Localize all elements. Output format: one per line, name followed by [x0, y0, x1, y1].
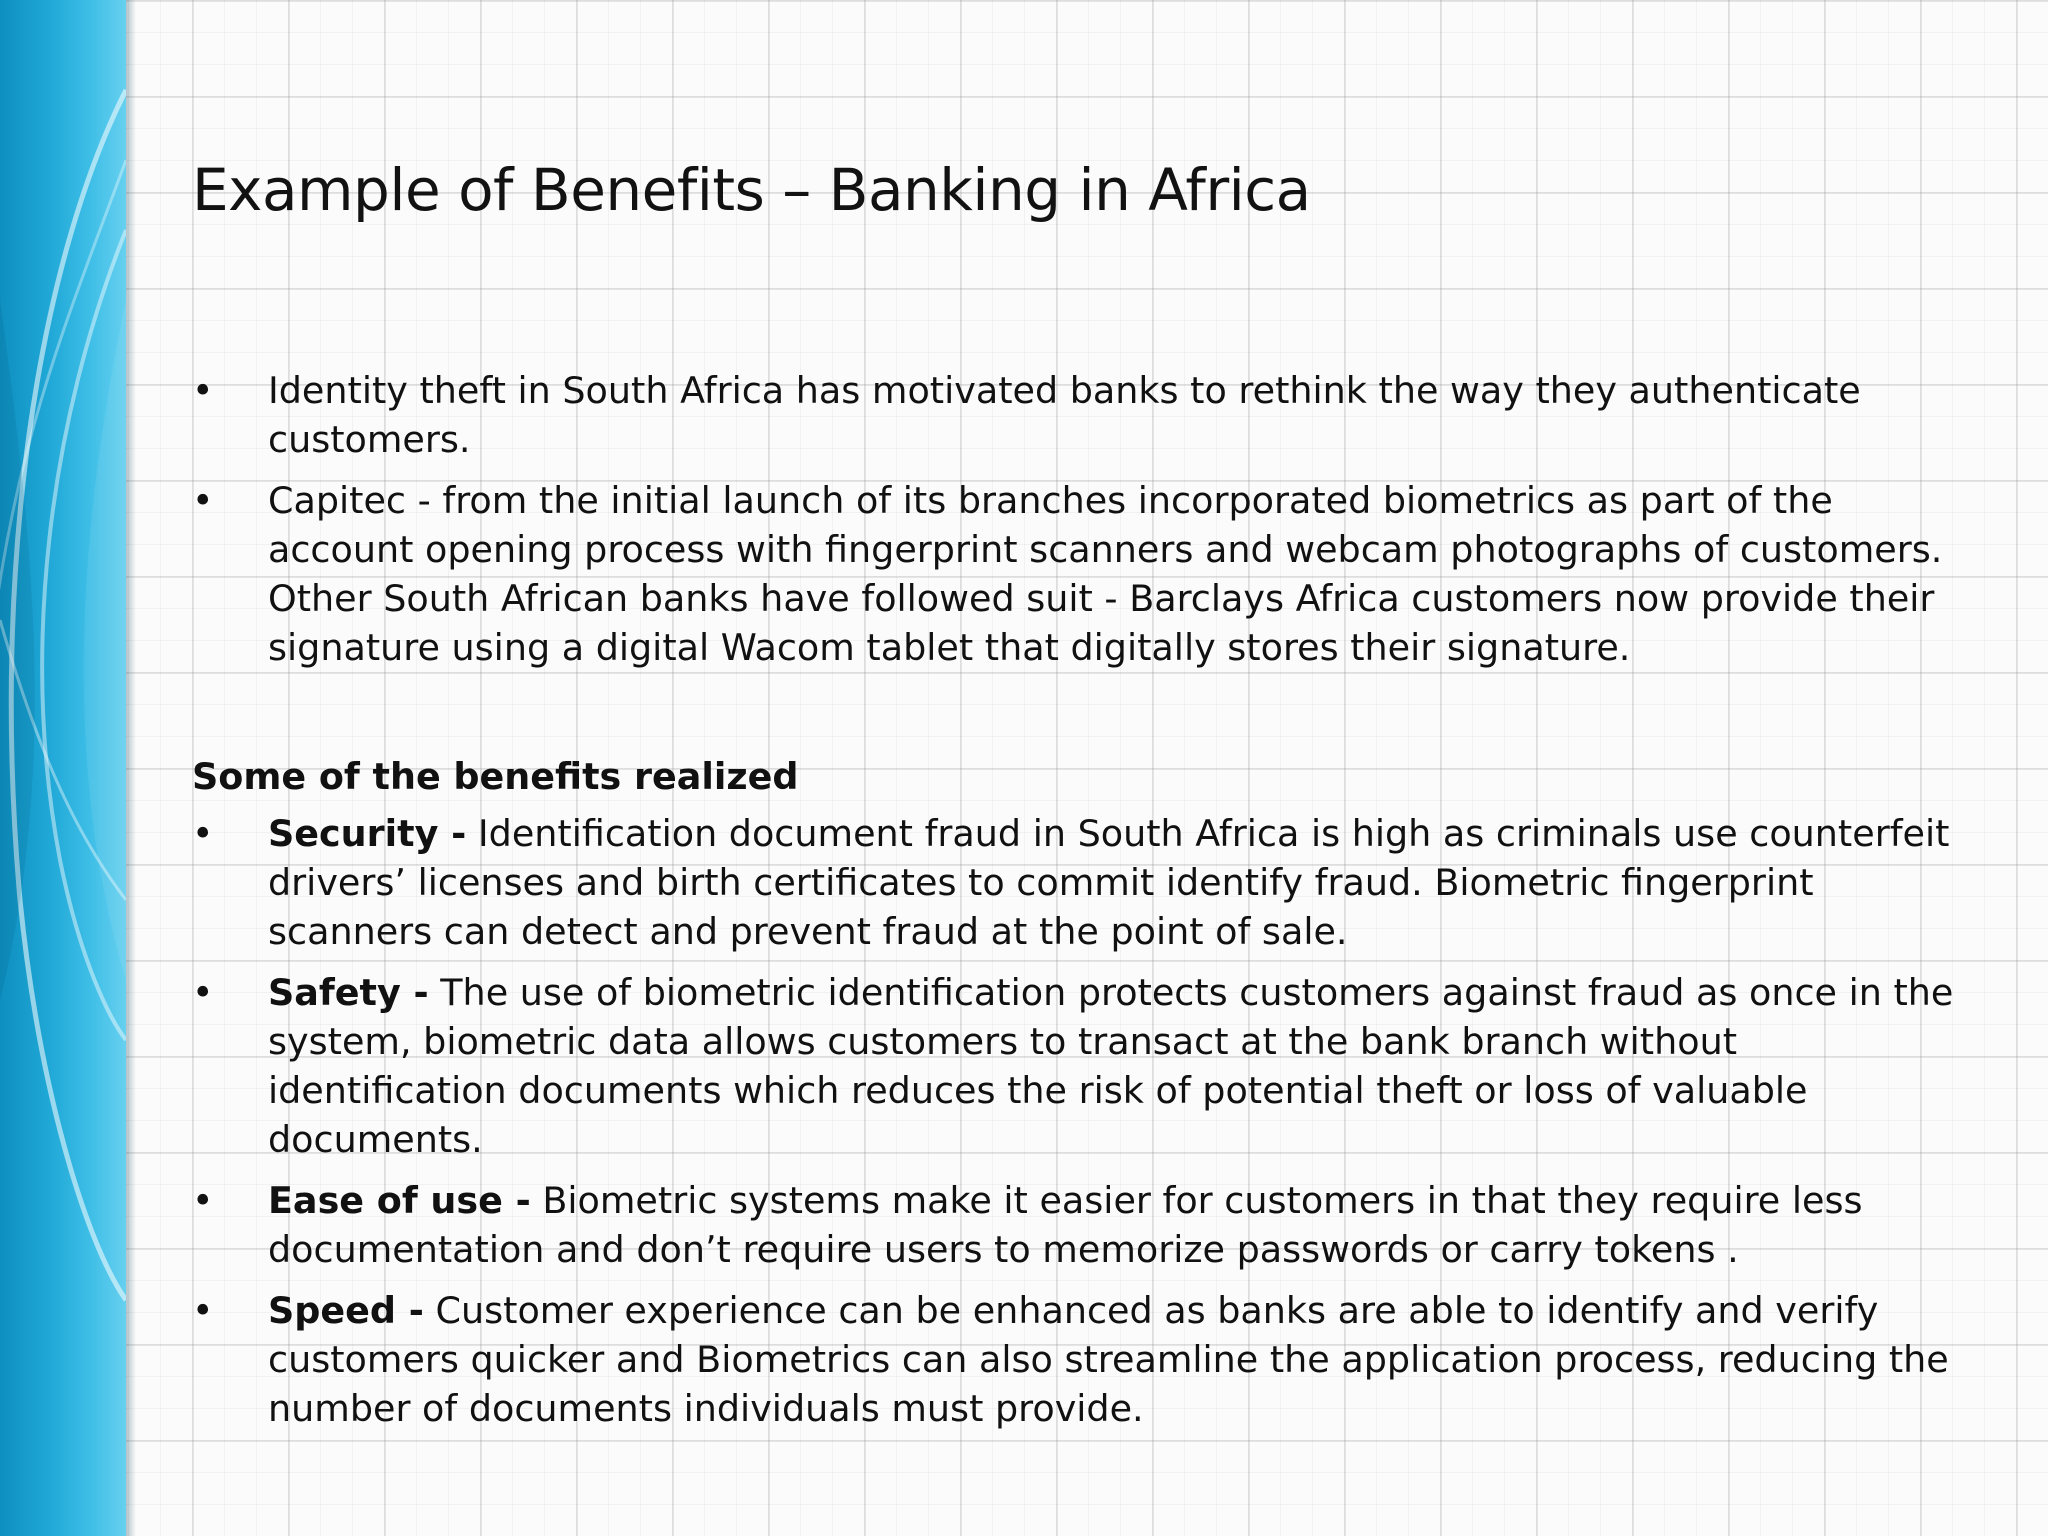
bullet-icon: •	[192, 479, 214, 522]
bullet-icon: •	[192, 812, 214, 855]
list-item	[192, 968, 1962, 1164]
benefit-text: Identification document fraud in South Africa is high as criminals use counterfeit drivers’ licenses and birth certificates to commit identify fraud. Biometric fingerprint scanners can detect and prevent fraud at the point of sale.	[268, 812, 1950, 953]
benefit-text: Biometric systems make it easier for customers in that they require less documentation and don’t require users to memorize passwords or carry tokens .	[268, 1179, 1863, 1271]
benefit-term: Speed -	[268, 1289, 424, 1332]
bullet-text: Identity theft in South Africa has motivated banks to rethink the way they authenticate customers.	[268, 369, 1861, 461]
list-item	[192, 476, 1962, 672]
list-item	[192, 1286, 1962, 1433]
swirl-decoration	[0, 0, 126, 1536]
bullet-icon: •	[192, 1289, 214, 1332]
list-item	[192, 366, 1962, 464]
benefit-text: Customer experience can be enhanced as banks are able to identify and verify customers quicker and Biometrics can also streamline the application process, reducing the number of documents individuals must provide.	[268, 1289, 1949, 1430]
benefit-term: Safety -	[268, 971, 429, 1014]
benefit-text: The use of biometric identification protects customers against fraud as once in the system, biometric data allows customers to transact at the bank branch without identification documents which reduces the risk of potential theft or loss of valuable documents.	[268, 971, 1954, 1161]
bullet-icon: •	[192, 369, 214, 412]
bullet-icon: •	[192, 971, 214, 1014]
side-decoration-band	[0, 0, 126, 1536]
list-item	[192, 1176, 1962, 1274]
slide-body	[192, 366, 1962, 1445]
bullet-text: Capitec - from the initial launch of its branches incorporated biometrics as part of the account opening process with fingerprint scanners and webcam photographs of customers. Other South African banks have followed suit - Barclays Africa customers now provide their signature using a digital Wacom tablet that digitally stores their signature.	[268, 479, 1943, 669]
benefits-bullet-list	[192, 809, 1962, 1433]
benefits-heading: Some of the benefits realized	[192, 755, 799, 798]
benefit-term: Ease of use -	[268, 1179, 531, 1222]
section-spacer	[192, 684, 1962, 752]
list-item	[192, 809, 1962, 956]
benefit-term: Security -	[268, 812, 467, 855]
band-shadow	[126, 0, 136, 1536]
intro-bullet-list	[192, 366, 1962, 672]
slide-title: Example of Benefits – Banking in Africa	[192, 156, 1311, 224]
bullet-icon: •	[192, 1179, 214, 1222]
